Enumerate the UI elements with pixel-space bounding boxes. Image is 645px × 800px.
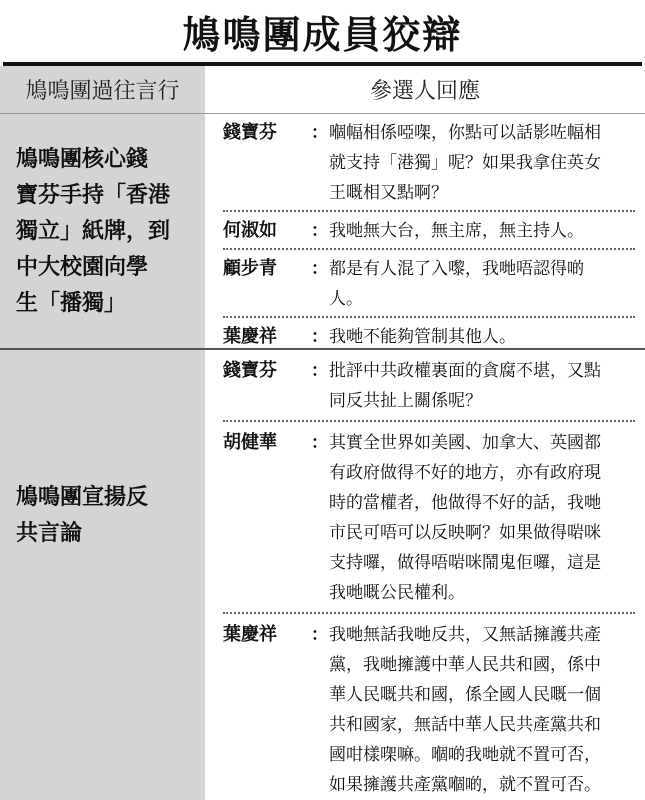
speaker-name: 何淑如 bbox=[223, 220, 277, 241]
colon: ： bbox=[311, 433, 328, 453]
response-quote: 都是有人混了入嚟，我哋唔認得啲 人。 bbox=[329, 259, 584, 309]
colon: ： bbox=[311, 221, 328, 241]
response-entry bbox=[223, 350, 635, 422]
response-entry bbox=[223, 250, 635, 318]
section-label-text: 鳩鳴團宣揚反 共言論 bbox=[16, 485, 149, 546]
speaker-name: 葉慶祥 bbox=[223, 326, 277, 347]
response-quote: 其實全世界如美國、加拿大、英國都 有政府做得不好的地方，亦有政府現 時的當權者，他做得不好的話，我哋 市民可唔可以反映啊？如果做得啱咪 支持囉，做得唔啱咪鬧鬼佢囉，這是 我哋嘅公民權利。 bbox=[329, 433, 601, 603]
colon: ： bbox=[311, 625, 328, 645]
header-candidate-response: 參選人回應 bbox=[205, 66, 645, 113]
response-entry bbox=[223, 422, 635, 614]
colon: ： bbox=[311, 327, 328, 347]
header-past-actions: 鳩鳴團過往言行 bbox=[0, 66, 205, 113]
speaker-name: 錢寶芬 bbox=[223, 360, 277, 381]
response-entry bbox=[223, 614, 635, 800]
section-label bbox=[0, 114, 205, 348]
speaker-name: 錢寶芬 bbox=[223, 122, 277, 143]
table-header bbox=[0, 66, 645, 114]
page-title: 鳩鳴團成員狡辯 bbox=[182, 12, 463, 57]
responses-list bbox=[205, 350, 645, 800]
speaker-name: 葉慶祥 bbox=[223, 624, 277, 645]
response-entry bbox=[223, 114, 635, 212]
response-quote: 我哋無話我哋反共，又無話擁護共產 黨，我哋擁護中華人民共和國，係中 華人民嘅共和國，係全國人民嘅一個 共和國家，無話中華人民共產黨共和 國咁樣㗎嘛。嗰啲我哋就不置可否， 如果擁護共產黨嗰啲，就不置可否。 bbox=[329, 625, 601, 795]
section-label-text: 鳩鳴團核心錢 寶芬手持「香港 獨立」紙牌，到 中大校園向學 生「播獨」 bbox=[16, 147, 171, 316]
response-quote: 批評中共政權裏面的貪腐不堪，又點 同反共扯上關係呢？ bbox=[329, 361, 601, 411]
colon: ： bbox=[311, 259, 328, 279]
colon: ： bbox=[311, 361, 328, 381]
section-independence-placard bbox=[0, 114, 645, 350]
response-entry bbox=[223, 212, 635, 250]
responses-list bbox=[205, 114, 645, 348]
section-label bbox=[0, 350, 205, 800]
response-entry bbox=[223, 318, 635, 354]
speaker-name: 顧步青 bbox=[223, 258, 277, 279]
response-quote: 嗰幅相係啞㗎，你點可以話影咗幅相 就支持「港獨」呢？如果我拿住英女 王嘅相又點啊？ bbox=[329, 123, 601, 203]
response-quote: 我哋無大台，無主席，無主持人。 bbox=[329, 221, 584, 241]
speaker-name: 胡健華 bbox=[223, 432, 277, 453]
response-quote: 我哋不能夠管制其他人。 bbox=[329, 327, 516, 347]
section-anti-communist-remarks bbox=[0, 350, 645, 800]
colon: ： bbox=[311, 123, 328, 143]
